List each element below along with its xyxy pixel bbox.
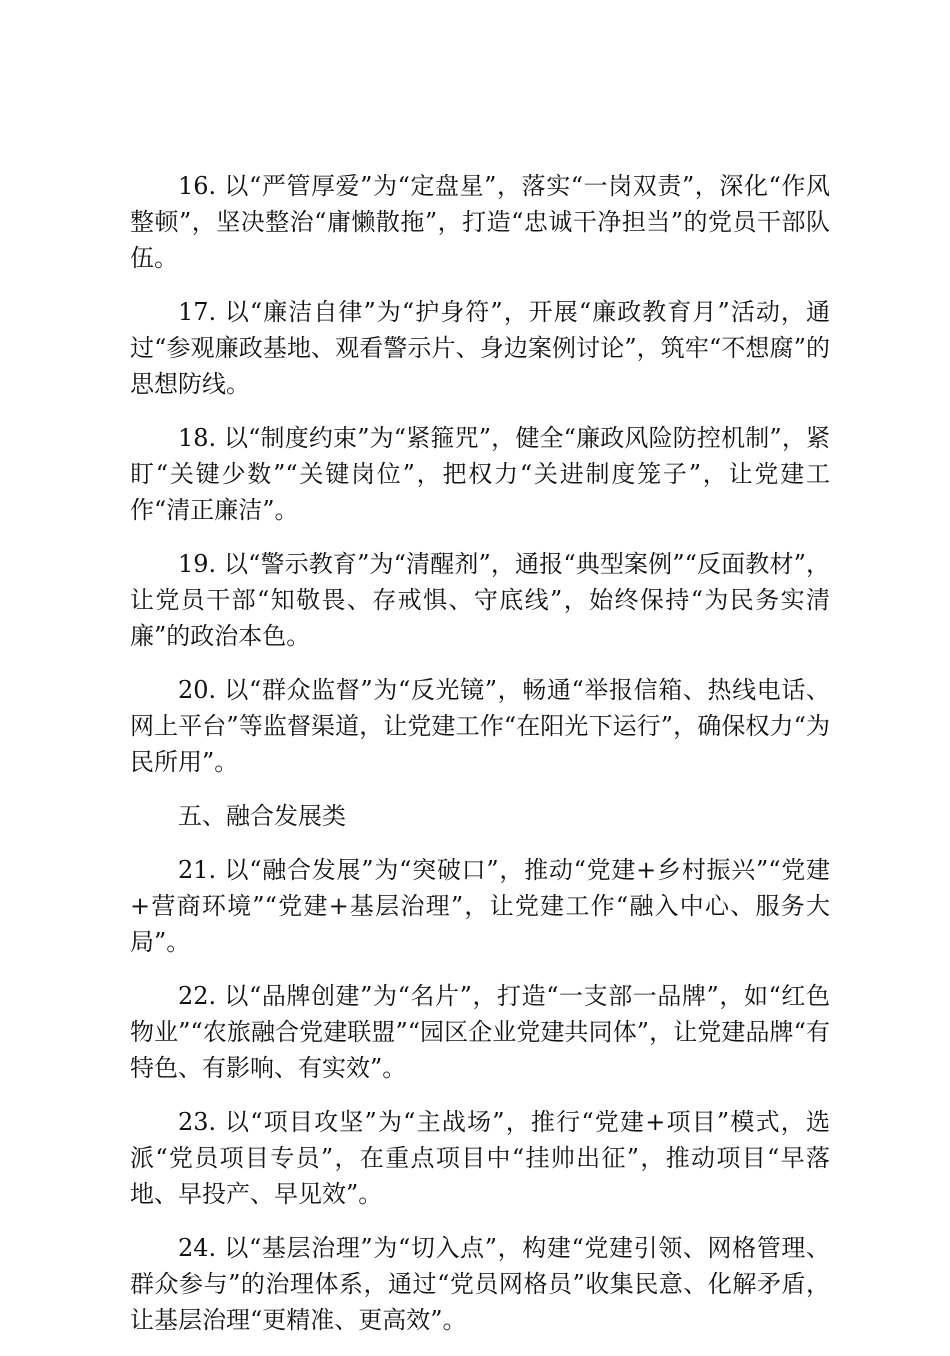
paragraph-22: 22. 以“品牌创建”为“名片”，打造“一支部一品牌”，如“红色物业”“农旅融合党建联盟”“园区企业党建共同体”，让党建品牌“有特色、有影响、有实效”。 [130, 982, 830, 1082]
paragraph-19: 19. 以“警示教育”为“清醒剂”，通报“典型案例”“反面教材”，让党员干部“知敬畏、存戒惧、守底线”，始终保持“为民务实清廉”的政治本色。 [130, 550, 830, 650]
document-body [130, 168, 830, 1356]
paragraph-17: 17. 以“廉洁自律”为“护身符”，开展“廉政教育月”活动，通过“参观廉政基地、观看警示片、身边案例讨论”，筑牢“不想腐”的思想防线。 [130, 298, 830, 398]
paragraph-18: 18. 以“制度约束”为“紧箍咒”，健全“廉政风险防控机制”，紧盯“关键少数”“关键岗位”，把权力“关进制度笼子”，让党建工作“清正廉洁”。 [130, 424, 830, 524]
paragraph-20: 20. 以“群众监督”为“反光镜”，畅通“举报信箱、热线电话、网上平台”等监督渠道，让党建工作“在阳光下运行”，确保权力“为民所用”。 [130, 676, 830, 776]
paragraph-24: 24. 以“基层治理”为“切入点”，构建“党建引领、网格管理、群众参与”的治理体系，通过“党员网格员”收集民意、化解矛盾，让基层治理“更精准、更高效”。 [130, 1234, 830, 1334]
paragraph-16: 16. 以“严管厚爱”为“定盘星”，落实“一岗双责”，深化“作风整顿”，坚决整治“庸懒散拖”，打造“忠诚干净担当”的党员干部队伍。 [130, 172, 830, 272]
paragraph-23: 23. 以“项目攻坚”为“主战场”，推行“党建+项目”模式，选派“党员项目专员”，在重点项目中“挂帅出征”，推动项目“早落地、早投产、早见效”。 [130, 1108, 830, 1208]
section-heading: 五、融合发展类 [178, 802, 346, 830]
paragraph-21: 21. 以“融合发展”为“突破口”，推动“党建+乡村振兴”“党建+营商环境”“党建+基层治理”，让党建工作“融入中心、服务大局”。 [130, 856, 830, 956]
